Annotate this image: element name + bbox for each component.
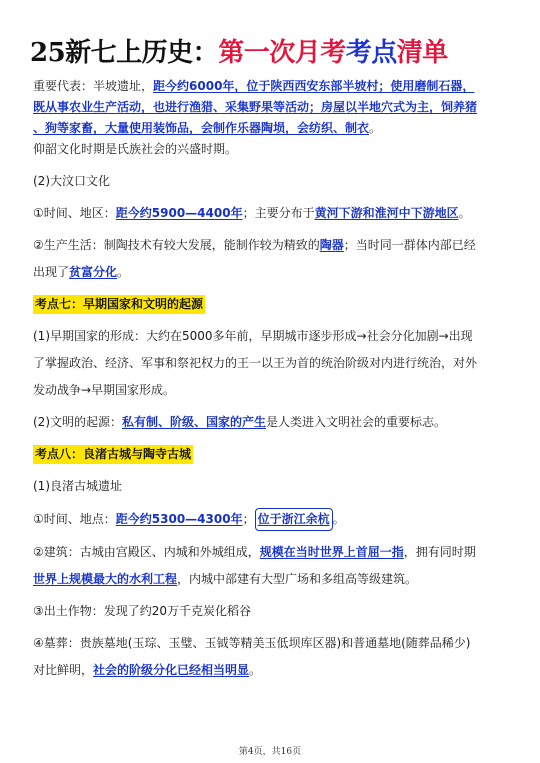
page-number: 第4页，共16页 <box>238 747 302 757</box>
kd7-state-line-2: 了掌握政治、经济、军事和祭祀权力的王一以王为首的统治阶级对内进行统治，对外 <box>33 356 478 370</box>
liangzhu-class-division: 社会的阶级分化已经相当明显 <box>93 663 250 677</box>
banpo-line-1 <box>33 76 508 97</box>
liangzhu-heading: (1)良渚古城遗址 <box>33 479 122 493</box>
title-exam: 第一次月考 <box>218 38 346 68</box>
liangzhu-arch-2 <box>33 569 508 590</box>
title-kaodian: 考点 <box>345 38 397 68</box>
yangshao-summary: 仰韶文化时期是氏族社会的兴盛时期。 <box>33 142 238 156</box>
dawenkou-life-text-2: ；当时同一群体内部已经 <box>343 238 476 252</box>
dawenkou-life-1 <box>33 235 508 256</box>
banpo-highlight-2: 既从事农业生产活动，也进行渔猎、采集野果等活动；房屋以半地穴式为主，饲养猪 <box>33 100 478 114</box>
liangzhu-arch-text-2: ，拥有同时期 <box>403 545 476 559</box>
dawenkou-region: 黄河下游和淮河中下游地区 <box>314 206 459 220</box>
title-prefix: 25新七上历史： <box>30 38 219 68</box>
section-heading-kd7: 考点七：早期国家和文明的起源 <box>33 295 205 314</box>
liangzhu-relics: ③出土作物：发现了约20万千克炭化稻谷 <box>33 604 252 618</box>
document-body <box>33 76 508 681</box>
kd7-state-line-3: 发动战争→早期国家形成。 <box>33 383 176 397</box>
kd8-heading-row <box>33 444 508 465</box>
dawenkou-heading: (2)大汶口文化 <box>33 174 110 188</box>
liangzhu-arch-highlight: 规模在当时世界上首屈一指 <box>259 545 404 559</box>
liangzhu-date: 距今约5300—4300年 <box>115 512 243 526</box>
kd7-heading-row <box>33 294 508 315</box>
banpo-highlight-3: 、狗等家畜，大量使用装饰品，会制作乐器陶埙，会纺织、制衣 <box>33 121 370 135</box>
dawenkou-life-2 <box>33 262 508 283</box>
liangzhu-arch-text-3: ，内城中部建有大型广场和多组高等级建筑。 <box>177 572 418 586</box>
liangzhu-location: 位于浙江余杭 <box>255 508 333 531</box>
dawenkou-time-sep: ；主要分布于 <box>242 206 315 220</box>
kd7-state-line-1: (1)早期国家的形成：大约在5000多年前，早期城市逐步形成→社会分化加剧→出现 <box>33 329 473 343</box>
title-list: 清单 <box>396 38 448 68</box>
kd7-civ-highlight: 私有制、阶级、国家的产生 <box>122 415 267 429</box>
liangzhu-time-label: ①时间、地点： <box>33 512 116 526</box>
dawenkou-date: 距今约5900—4400年 <box>115 206 243 220</box>
kd7-civ-text: 是人类进入文明社会的重要标志。 <box>266 415 447 429</box>
liangzhu-arch-1 <box>33 542 508 563</box>
banpo-end: 。 <box>369 121 382 135</box>
liangzhu-tomb-end: 。 <box>249 663 262 677</box>
kd7-civilization <box>33 412 508 433</box>
dawenkou-pottery: 陶器 <box>319 238 344 252</box>
banpo-line-2 <box>33 97 508 118</box>
liangzhu-time-end: 。 <box>332 512 345 526</box>
kd7-civ-label: (2)文明的起源： <box>33 415 122 429</box>
page-title <box>30 30 510 76</box>
liangzhu-tomb-1: ④墓葬：贵族墓地(玉琮、玉璧、玉钺等精美玉低坝库区器)和普通墓地(随葬品稀少) <box>33 636 471 650</box>
liangzhu-arch-text: ②建筑：古城由宫殿区、内城和外城组成， <box>33 545 260 559</box>
dawenkou-time-end: 。 <box>458 206 471 220</box>
dawenkou-time-label: ①时间、地区： <box>33 206 116 220</box>
section-heading-kd8: 考点八：良渚古城与陶寺古城 <box>33 445 193 464</box>
banpo-highlight-1: 距今约6000年，位于陕西西安东部半坡村；使用磨制石器， <box>153 79 475 93</box>
liangzhu-tomb-2 <box>33 660 508 681</box>
liangzhu-water-works: 世界上规模最大的水利工程 <box>33 572 178 586</box>
dawenkou-time <box>33 203 508 224</box>
dawenkou-life-end: 。 <box>117 265 130 279</box>
dawenkou-life-text-3: 出现了 <box>33 265 70 279</box>
liangzhu-time-sep: ； <box>242 512 255 526</box>
banpo-label: 重要代表：半坡遗址， <box>33 79 154 93</box>
dawenkou-life-text: ②生产生活：制陶技术有较大发展，能制作较为精致的 <box>33 238 320 252</box>
liangzhu-tomb-text: 对比鲜明， <box>33 663 94 677</box>
banpo-line-3 <box>33 118 508 139</box>
dawenkou-wealth-gap: 贫富分化 <box>69 265 118 279</box>
liangzhu-time <box>33 508 508 531</box>
